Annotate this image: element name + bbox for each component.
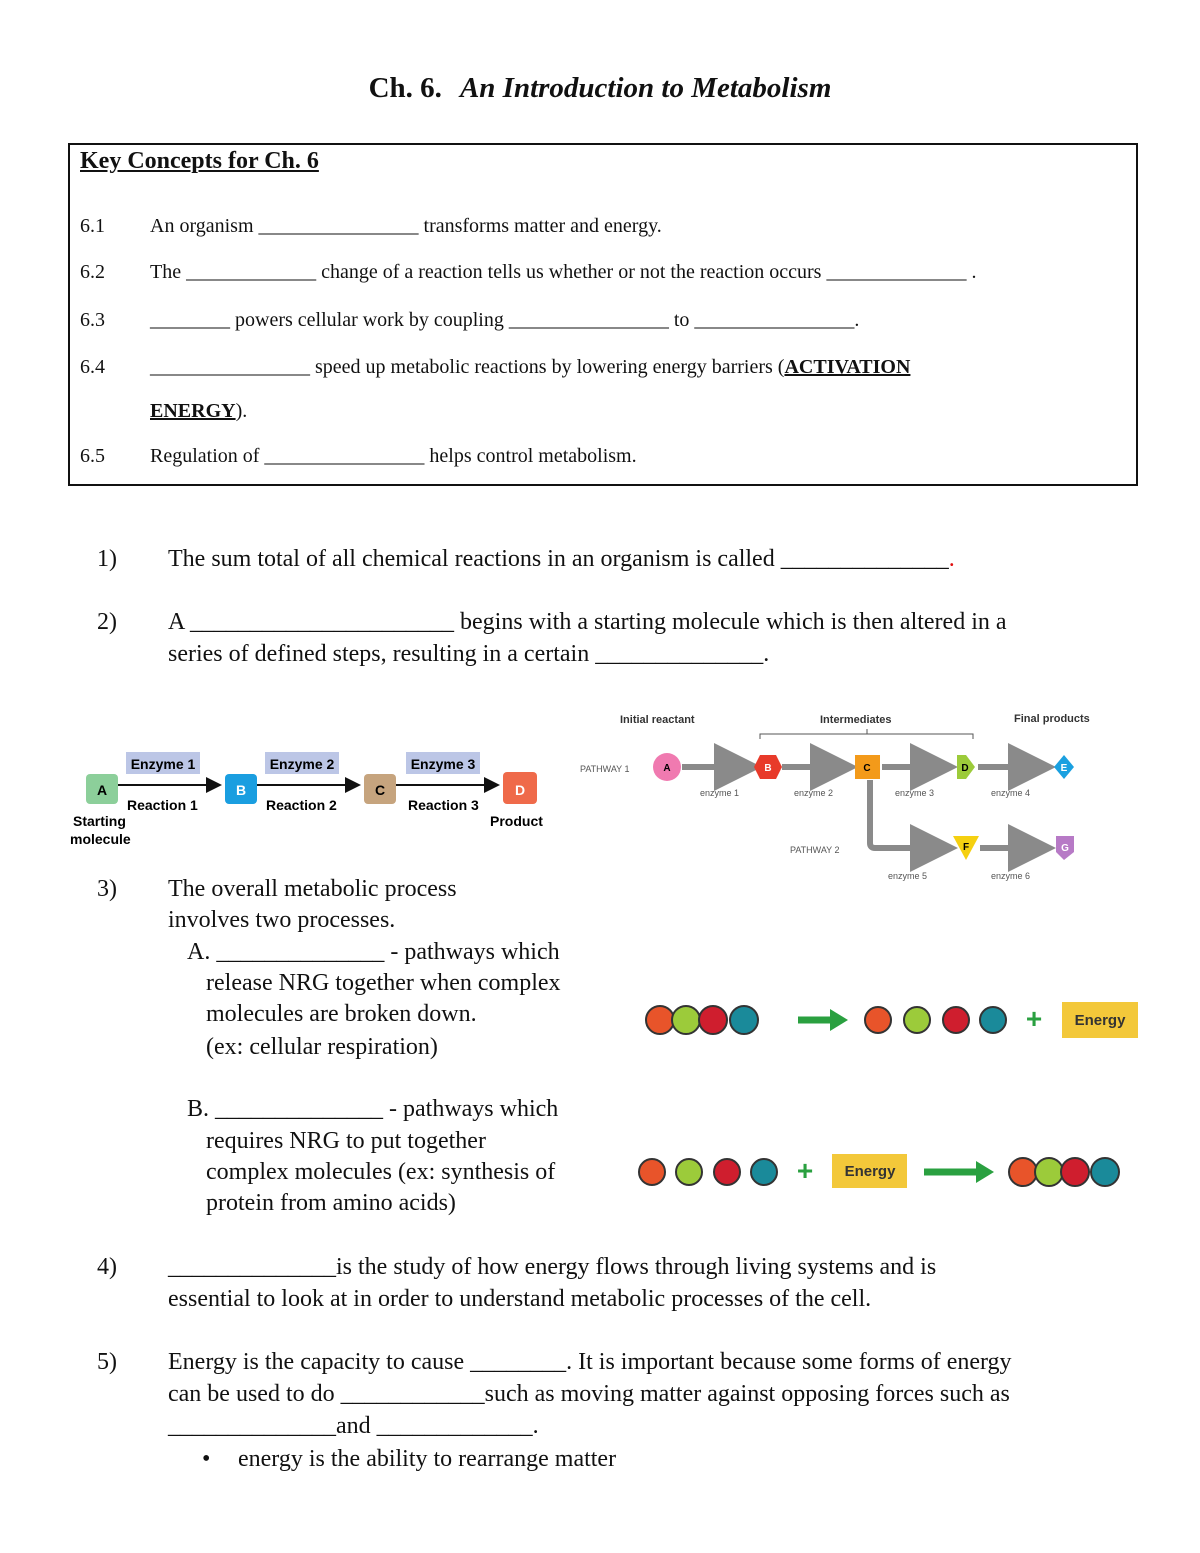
molecule-b-label: B [235, 782, 247, 798]
energy-label: Energy [1074, 1012, 1126, 1029]
intermediates-bracket [760, 734, 973, 739]
starting-label-2: molecule [70, 831, 131, 847]
q4-line2: essential to look at in order to understand metabolic processes of the cell. [168, 1286, 872, 1312]
q1-number: 1) [97, 546, 117, 572]
reaction-3-label: Reaction 3 [408, 797, 479, 813]
q3-a-line4: (ex: cellular respiration) [206, 1034, 438, 1060]
svg-text:A: A [663, 763, 671, 774]
q5-line1: Energy is the capacity to cause ________. It is important because some forms of energy [168, 1349, 1012, 1375]
anabolic-arrow [976, 1161, 994, 1183]
energy-label: Energy [844, 1163, 896, 1180]
starting-label-1: Starting [73, 813, 126, 829]
q5-bullet-marker: • [202, 1446, 211, 1472]
molecule-d-label: D [514, 782, 526, 798]
enzyme-2-label: Enzyme 2 [269, 756, 335, 772]
q3-a-line2: release NRG together when complex [206, 970, 561, 996]
page-title [0, 72, 1200, 105]
ball-green [672, 1006, 700, 1034]
header-final: Final products [1014, 713, 1090, 725]
header-intermediates: Intermediates [820, 714, 892, 726]
linear-pathway-diagram [68, 745, 558, 855]
enzyme-6-small: enzyme 6 [991, 871, 1031, 881]
q3-line1: The overall metabolic process [168, 876, 457, 902]
svg-text:B: B [764, 763, 772, 774]
reaction-2-label: Reaction 2 [266, 797, 337, 813]
product-label: Product [490, 813, 543, 829]
q3-b-line2: requires NRG to put together [206, 1128, 486, 1154]
enzyme-5-small: enzyme 5 [888, 871, 928, 881]
molecule-a-label: A [96, 782, 108, 798]
q3-a-line3: molecules are broken down. [206, 1001, 477, 1027]
enzyme-4-small: enzyme 4 [991, 788, 1031, 798]
q2-line1: A ______________________ begins with a starting molecule which is then altered in a [168, 609, 1007, 635]
chapter-number: Ch. 6. [368, 72, 442, 104]
q4-line1: ______________is the study of how energy flows through living systems and is [168, 1254, 937, 1280]
enzyme-2-small: enzyme 2 [794, 788, 834, 798]
concept-6-2: 6.2 The _____________ change of a reaction tells us whether or not the reaction occurs ______________ . [80, 261, 977, 283]
branched-pathway-diagram [570, 705, 1130, 885]
enzyme-3-small: enzyme 3 [895, 788, 935, 798]
q3-a-line1: A. ______________ - pathways which [187, 939, 560, 965]
q5-line2: can be used to do ____________such as moving matter against opposing forces such as [168, 1381, 1010, 1407]
q3-b-line3: complex molecules (ex: synthesis of [206, 1159, 556, 1185]
key-concepts-heading: Key Concepts for Ch. 6 [80, 148, 319, 174]
q3-b-line1: B. ______________ - pathways which [187, 1096, 559, 1122]
q5-bullet-text: energy is the ability to rearrange matter [238, 1446, 617, 1472]
plus-sign: + [796, 1155, 814, 1186]
svg-text:D: D [961, 763, 969, 774]
svg-text:F: F [962, 842, 970, 853]
catabolic-diagram [640, 995, 1145, 1045]
q3-line2: involves two processes. [168, 907, 396, 933]
ball-teal [730, 1006, 758, 1034]
plus-sign: + [1025, 1003, 1043, 1034]
q2-line2: series of defined steps, resulting in a certain ______________. [168, 641, 770, 667]
q3-b-line4: protein from amino acids) [206, 1190, 456, 1216]
concept-6-3: 6.3 ________ powers cellular work by coupling ________________ to ________________. [80, 309, 860, 331]
pathway-1-label: PATHWAY 1 [580, 764, 630, 774]
q2-number: 2) [97, 609, 117, 635]
header-initial: Initial reactant [620, 714, 695, 726]
q3-number: 3) [97, 876, 117, 902]
svg-text:E: E [1060, 763, 1068, 774]
molecule-c-label: C [374, 782, 386, 798]
q4-number: 4) [97, 1254, 117, 1280]
concept-6-1: 6.1 An organism ________________ transforms matter and energy. [80, 215, 662, 237]
concept-6-5: 6.5 Regulation of ________________ helps control metabolism. [80, 445, 637, 467]
svg-text:C: C [863, 763, 871, 774]
catabolic-arrow [830, 1009, 848, 1031]
q1-text: The sum total of all chemical reactions in an organism is called ______________. [168, 546, 955, 572]
svg-text:G: G [1061, 843, 1069, 854]
pathway-2-label: PATHWAY 2 [790, 845, 840, 855]
reaction-1-label: Reaction 1 [127, 797, 198, 813]
concept-6-4: 6.4 ________________ speed up metabolic reactions by lowering energy barriers (ACTIVATION ENERGY). [80, 356, 911, 422]
enzyme-1-small: enzyme 1 [700, 788, 740, 798]
ball-red-orange [646, 1006, 674, 1034]
anabolic-diagram [630, 1148, 1135, 1196]
chapter-subtitle: An Introduction to Metabolism [459, 72, 832, 104]
enzyme-3-label: Enzyme 3 [410, 756, 476, 772]
q5-number: 5) [97, 1349, 117, 1375]
ball-red [699, 1006, 727, 1034]
enzyme-1-label: Enzyme 1 [130, 756, 196, 772]
q5-line3: ______________and _____________. [168, 1413, 539, 1439]
